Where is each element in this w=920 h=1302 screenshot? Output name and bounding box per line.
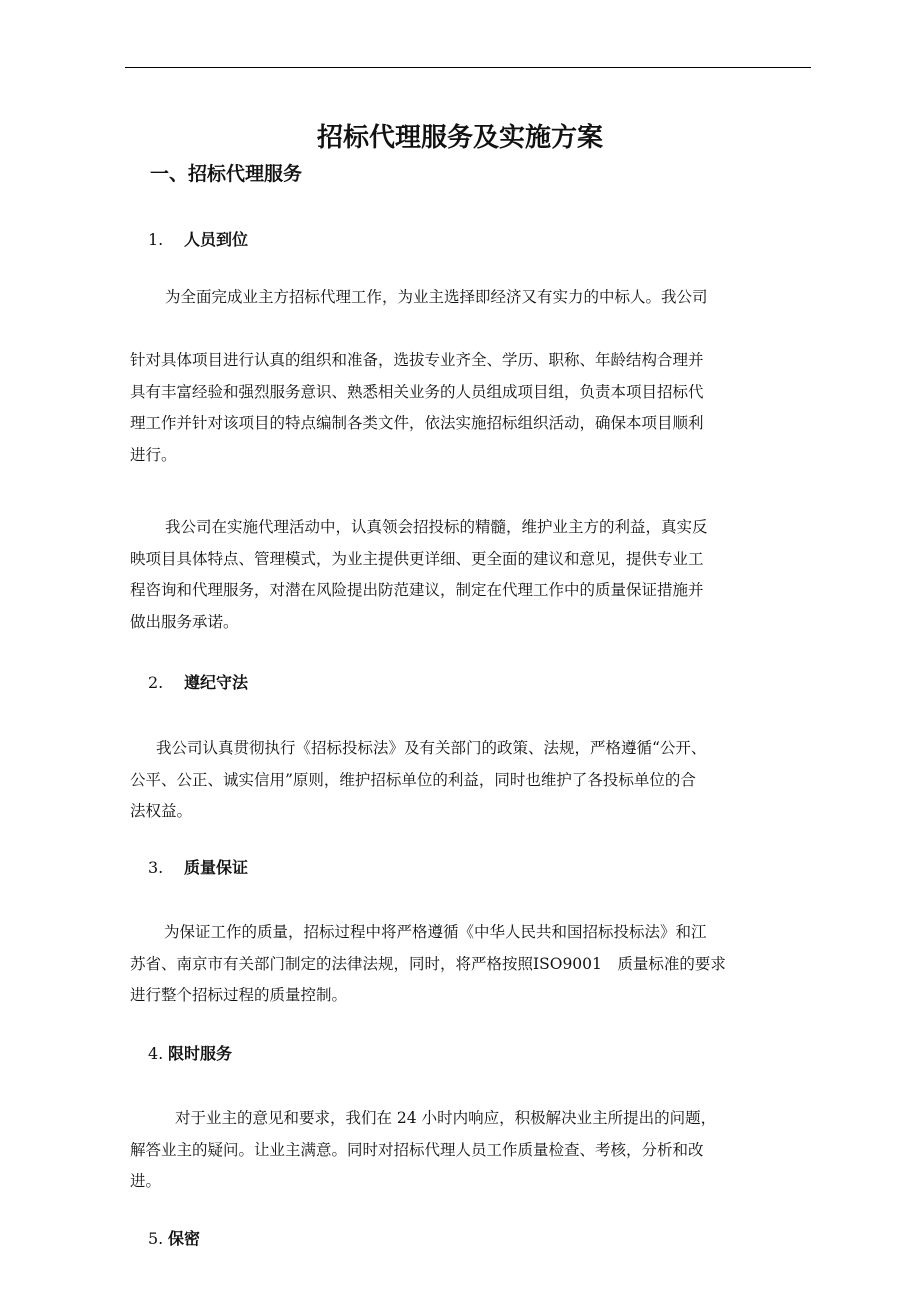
paragraph-line: 进行。 [130, 445, 177, 464]
item-number: 5. [148, 1229, 164, 1248]
section-heading: 一、招标代理服务 [150, 163, 303, 185]
paragraph-3 [130, 733, 814, 828]
document-title: 招标代理服务及实施方案 [316, 123, 603, 153]
paragraph-line: 我公司认真贯彻执行《招标投标法》及有关部门的政策、法规，严格遵循“公开、 [156, 739, 707, 757]
paragraph-line: 我公司在实施代理活动中，认真领会招投标的精髓，维护业主方的利益，真实反 [165, 518, 708, 536]
item-title: 质量保证 [184, 858, 249, 877]
paragraph-5 [130, 1103, 814, 1198]
item-heading-5 [148, 1227, 200, 1251]
paragraph-line: 公平、公正、诚实信用”原则，维护招标单位的利益，同时也维护了各投标单位的合 [130, 770, 696, 789]
paragraph-line: 苏省、南京市有关部门制定的法律法规，同时，将严格按照ISO9001 质量标准的要求 [130, 954, 726, 973]
item-heading-2 [148, 671, 248, 695]
paragraph-line: 对于业主的意见和要求，我们在 24 小时内响应，积极解决业主所提出的问题， [175, 1109, 717, 1127]
paragraph-line: 具有丰富经验和强烈服务意识、熟悉相关业务的人员组成项目组，负责本项目招标代 [130, 382, 704, 401]
paragraph-line: 映项目具体特点、管理模式，为业主提供更详细、更全面的建议和意见，提供专业工 [130, 549, 704, 568]
item-title: 人员到位 [184, 230, 249, 249]
paragraph-line: 法权益。 [130, 802, 193, 820]
item-heading-3 [148, 856, 248, 880]
item-heading-4 [148, 1042, 232, 1066]
item-number: 1. [148, 230, 164, 249]
paragraph-line: 解答业主的疑问。让业主满意。同时对招标代理人员工作质量检查、考核，分析和改 [130, 1140, 704, 1159]
paragraph-line: 进。 [130, 1172, 162, 1190]
item-title: 遵纪守法 [184, 673, 249, 692]
paragraph-line: 程咨询和代理服务，对潜在风险提出防范建议，制定在代理工作中的质量保证措施并 [130, 581, 704, 599]
item-heading-1 [148, 228, 248, 252]
item-title: 限时服务 [168, 1044, 233, 1063]
paragraph-1-opening [130, 282, 814, 314]
paragraph-line: 为全面完成业主方招标代理工作，为业主选择即经济又有实力的中标人。我公司 [165, 288, 708, 306]
paragraph-line: 进行整个招标过程的质量控制。 [130, 986, 348, 1004]
paragraph-4 [130, 917, 814, 1012]
item-number: 2. [148, 673, 164, 692]
paragraph-line: 做出服务承诺。 [130, 612, 239, 631]
paragraph-line: 为保证工作的质量，招标过程中将严格遵循《中华人民共和国招标投标法》和江 [164, 923, 707, 941]
header-rule [125, 67, 811, 68]
paragraph-line: 针对具体项目进行认真的组织和准备，选拔专业齐全、学历、职称、年龄结构合理并 [130, 351, 704, 369]
item-number: 3. [148, 858, 164, 877]
paragraph-2 [130, 512, 814, 638]
item-number: 4. [148, 1044, 164, 1063]
item-title: 保密 [168, 1229, 201, 1248]
paragraph-line: 理工作并针对该项目的特点编制各类文件，依法实施招标组织活动，确保本项目顺利 [130, 414, 704, 432]
paragraph-1 [130, 345, 814, 471]
